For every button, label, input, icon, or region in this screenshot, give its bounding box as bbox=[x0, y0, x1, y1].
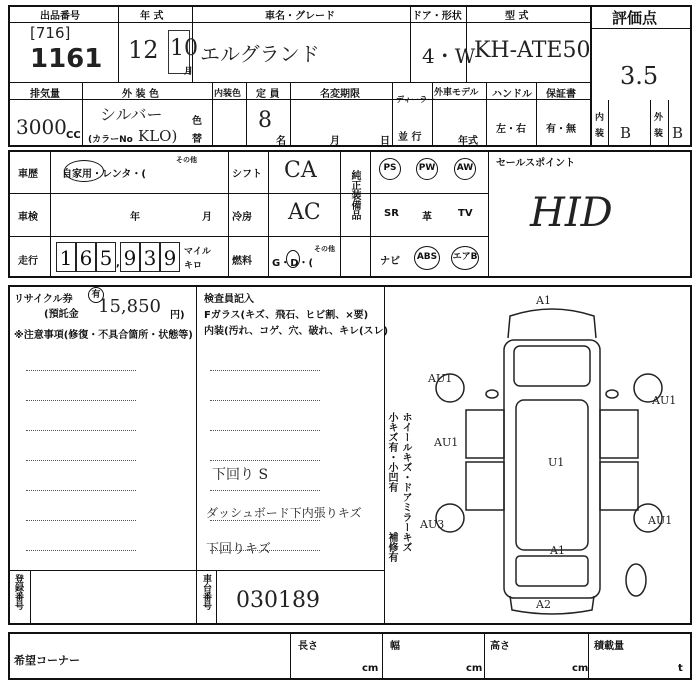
hood-panel bbox=[514, 346, 590, 386]
height-label: 高さ bbox=[490, 641, 510, 652]
inspector-note-2: ダッシュボード下内張りキズ bbox=[206, 506, 362, 520]
front-bumper bbox=[508, 309, 596, 338]
deposit-value: 15,850 bbox=[98, 296, 161, 317]
color-value: シルバー bbox=[100, 105, 163, 124]
vehicle-no-value: 030189 bbox=[236, 588, 320, 613]
right-mirror bbox=[606, 390, 618, 398]
fuel-options: G・D・( bbox=[272, 258, 314, 269]
mileage-unit-miles: マイル bbox=[184, 247, 211, 257]
eq-abs: ABS bbox=[414, 246, 440, 270]
damage-mark: A2 bbox=[536, 598, 551, 611]
width-label: 幅 bbox=[390, 641, 400, 652]
damage-mark: AU3 bbox=[420, 518, 445, 531]
eq-pw: PW bbox=[416, 158, 438, 180]
recycle-have: 有 bbox=[88, 287, 104, 303]
mileage-digit: 3 bbox=[140, 242, 160, 272]
right-door-front bbox=[600, 410, 638, 458]
footer-block bbox=[8, 632, 692, 680]
rear-window bbox=[516, 556, 588, 586]
score-value: 3.5 bbox=[620, 62, 659, 90]
remarks-label: ※注意事項(修復・不具合箇所・状態等) bbox=[14, 330, 193, 341]
equipment-label: 純正装備品 bbox=[349, 170, 360, 220]
mileage-digit: 1 bbox=[56, 242, 76, 272]
deposit-label: (預託金 bbox=[44, 309, 79, 320]
interior-note-label: 内装(汚れ、コゲ、穴、破れ、キレ(スレ) bbox=[204, 326, 389, 337]
interior-grade-label-1: 内 bbox=[595, 113, 605, 123]
mileage-separator: , bbox=[116, 258, 120, 269]
displacement-label: 排気量 bbox=[30, 89, 60, 100]
foreign-model-label: 外車モデル bbox=[434, 88, 479, 98]
shift-value: CA bbox=[284, 158, 317, 183]
left-door-rear bbox=[466, 462, 504, 510]
damage-mark: U1 bbox=[548, 456, 565, 469]
type-label: 型 式 bbox=[505, 11, 529, 22]
capacity-label: 定 員 bbox=[256, 89, 280, 100]
inspection-year-unit: 年 bbox=[130, 212, 140, 223]
eq-aw: AW bbox=[454, 158, 476, 180]
registration-label: 登録番号 bbox=[13, 574, 23, 610]
yen-unit: 円) bbox=[170, 310, 185, 321]
cc-unit: CC bbox=[66, 130, 81, 141]
reg-day-unit: 日 bbox=[380, 136, 390, 147]
eq-leather: 革 bbox=[422, 212, 432, 223]
lot-number: 1161 bbox=[30, 44, 103, 74]
vehicle-damage-diagram bbox=[412, 290, 688, 620]
mileage-digit: 5 bbox=[96, 242, 116, 272]
warranty-label: 保証書 bbox=[546, 89, 576, 100]
left-mirror bbox=[486, 390, 498, 398]
reg-month-unit: 月 bbox=[330, 136, 340, 147]
type-value: KH-ATE50 bbox=[474, 38, 591, 63]
damage-mark: AU1 bbox=[428, 372, 453, 385]
eq-sr: SR bbox=[384, 208, 399, 219]
inspector-label: 検査員記入 bbox=[204, 294, 254, 305]
width-unit: cm bbox=[466, 663, 483, 674]
inspection-label: 車検 bbox=[18, 212, 38, 223]
color-change-2: 替 bbox=[192, 134, 202, 145]
ac-value: AC bbox=[288, 200, 321, 225]
exterior-grade-label-1: 外 bbox=[654, 113, 664, 123]
sales-point-label: セールスポイント bbox=[496, 158, 576, 169]
exterior-grade: B bbox=[672, 124, 684, 142]
history-label: 車歴 bbox=[18, 169, 38, 180]
score-label: 評価点 bbox=[612, 9, 658, 27]
year-label: 年 式 bbox=[140, 11, 164, 22]
lot-sub-number: [716] bbox=[30, 24, 71, 42]
wheel-note: ホイールキズ・ドアミラーキズ bbox=[400, 412, 411, 552]
model-value: エルグランド bbox=[200, 42, 320, 66]
history-circle bbox=[64, 160, 104, 182]
handle-options: 左・右 bbox=[496, 124, 526, 135]
eq-tv: TV bbox=[458, 208, 473, 219]
inspection-month-unit: 月 bbox=[202, 212, 212, 223]
model-label: 車名・グレード bbox=[265, 11, 335, 22]
capacity-value: 8 bbox=[258, 108, 272, 133]
displacement-value: 3000 bbox=[16, 115, 67, 139]
door-value: 4・W bbox=[422, 44, 476, 68]
mileage-digit: 9 bbox=[160, 242, 180, 272]
interior-grade-label-2: 装 bbox=[595, 129, 605, 139]
interior-grade: B bbox=[620, 124, 632, 142]
right-door-rear bbox=[600, 462, 638, 510]
fuel-label: 燃料 bbox=[232, 256, 252, 267]
mileage-digit: 6 bbox=[76, 242, 96, 272]
ac-label: 冷房 bbox=[232, 212, 252, 223]
parallel-label: 並 行 bbox=[398, 132, 422, 143]
inspector-note-1: 下回り S bbox=[212, 467, 269, 483]
mileage-label: 走行 bbox=[18, 256, 38, 267]
damage-mark: AU1 bbox=[434, 436, 459, 449]
wheel-note-2: 小キズ有・小凹有 bbox=[386, 412, 397, 492]
exterior-grade-label-2: 装 bbox=[654, 129, 664, 139]
desired-corner-label: 希望コーナー bbox=[14, 654, 80, 667]
color-no-label: (カラーNo bbox=[88, 135, 133, 145]
load-unit: t bbox=[678, 663, 683, 674]
lot-number-label: 出品番号 bbox=[40, 11, 80, 22]
damage-mark: A1 bbox=[536, 294, 551, 307]
month-unit: 月 bbox=[184, 67, 194, 77]
damage-mark: AU1 bbox=[652, 394, 677, 407]
registration-deadline-label: 名変期限 bbox=[320, 89, 360, 100]
height-unit: cm bbox=[572, 663, 589, 674]
mileage-unit-km: キロ bbox=[184, 261, 203, 271]
left-door-front bbox=[466, 410, 504, 458]
mileage-digit: 9 bbox=[120, 242, 140, 272]
model-year-label: 年式 bbox=[458, 136, 478, 147]
history-other: その他 bbox=[176, 156, 197, 164]
vehicle-body-outline bbox=[504, 340, 600, 598]
inspector-note-3: 下回りキズ bbox=[206, 542, 271, 557]
sales-point-value: HID bbox=[530, 190, 613, 236]
glass-label: Fガラス(キズ、飛石、ヒビ割、×要) bbox=[204, 310, 369, 321]
length-label: 長さ bbox=[298, 641, 318, 652]
capacity-unit: 名 bbox=[276, 136, 286, 147]
roof-panel bbox=[516, 400, 588, 550]
damage-mark: A1 bbox=[550, 544, 565, 557]
color-no-value: KLO) bbox=[138, 127, 178, 145]
eq-navi: ナビ bbox=[380, 256, 400, 267]
load-label: 積載量 bbox=[594, 641, 624, 652]
shift-label: シフト bbox=[232, 169, 262, 180]
year-value: 12 bbox=[128, 36, 159, 64]
fuel-other: その他 bbox=[314, 245, 335, 253]
handle-label: ハンドル bbox=[492, 89, 532, 100]
dealer-label: ディーラー bbox=[396, 95, 436, 104]
interior-color-label: 内装色 bbox=[214, 89, 242, 99]
recycle-label: リサイクル券 bbox=[14, 294, 73, 305]
warranty-options: 有・無 bbox=[546, 124, 576, 135]
month-value: 10 bbox=[170, 36, 198, 61]
eq-airbag: エアB bbox=[451, 246, 479, 270]
fuel-circle bbox=[286, 250, 300, 268]
color-change-1: 色 bbox=[192, 116, 202, 127]
length-unit: cm bbox=[362, 663, 379, 674]
damage-mark: AU1 bbox=[648, 514, 673, 527]
history-options: 自家用・レンタ・( bbox=[62, 169, 146, 180]
repair-note: 補修有 bbox=[386, 532, 397, 562]
spare-wheel bbox=[626, 564, 646, 596]
vehicle-no-label: 車台番号 bbox=[201, 574, 211, 610]
exterior-color-label: 外 装 色 bbox=[122, 89, 159, 100]
door-label: ドア・形状 bbox=[412, 11, 462, 22]
eq-ps: PS bbox=[379, 158, 401, 180]
